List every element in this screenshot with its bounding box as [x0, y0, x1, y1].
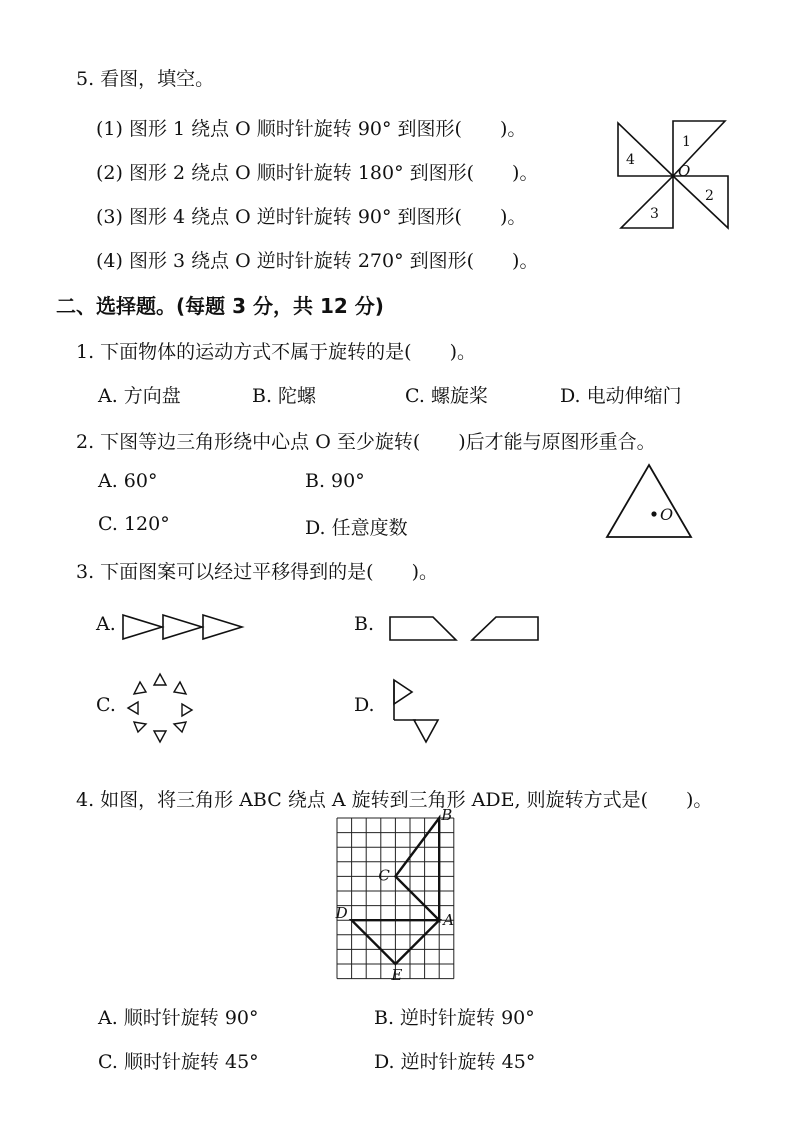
c3-option-d-figure	[388, 676, 442, 748]
c1-option-d: D. 电动伸缩门	[560, 385, 682, 407]
c3-option-c-figure	[120, 670, 200, 746]
center-point-label: O	[660, 505, 674, 524]
c1-option-b: B. 陀螺	[252, 385, 317, 407]
point-label-d: D	[335, 904, 348, 923]
pinwheel-triangle-3	[621, 176, 673, 228]
pinwheel-triangle-2	[673, 176, 728, 228]
c4-option-a: A. 顺时针旋转 90°	[98, 1007, 259, 1029]
c4-option-b: B. 逆时针旋转 90°	[374, 1007, 535, 1029]
pinwheel-label-4: 4	[626, 152, 635, 168]
c3-question: 3. 下面图案可以经过平移得到的是( )。	[76, 561, 438, 583]
section-heading: 二、选择题。(每题 3 分，共 12 分)	[56, 294, 384, 318]
c2-option-c: C. 120°	[98, 513, 170, 535]
c2-question: 2. 下图等边三角形绕中心点 O 至少旋转( )后才能与原图形重合。	[76, 431, 656, 453]
c2-option-a: A. 60°	[98, 470, 158, 492]
c4-option-d: D. 逆时针旋转 45°	[374, 1051, 536, 1073]
rotation-grid-figure	[334, 806, 464, 987]
c1-question: 1. 下面物体的运动方式不属于旋转的是( )。	[76, 341, 476, 363]
q5-title: 5. 看图，填空。	[76, 68, 215, 90]
c1-option-a: A. 方向盘	[98, 385, 181, 407]
c3-option-d-label: D.	[354, 694, 375, 716]
c3-option-c-label: C.	[96, 694, 116, 716]
equilateral-triangle-figure	[604, 462, 694, 542]
c3-option-b-label: B.	[354, 613, 375, 635]
pinwheel-center-label: O	[678, 162, 691, 180]
q5-item-2: (2) 图形 2 绕点 O 顺时针旋转 180° 到图形( )。	[96, 162, 539, 184]
pinwheel-label-3: 3	[650, 206, 659, 222]
point-label-e: E	[391, 966, 403, 984]
q5-item-3: (3) 图形 4 绕点 O 逆时针旋转 90° 到图形( )。	[96, 206, 527, 228]
pinwheel-triangle-4	[618, 123, 673, 176]
center-point	[651, 511, 656, 516]
triangle-abc	[395, 818, 439, 920]
c1-option-c: C. 螺旋桨	[405, 385, 488, 407]
pinwheel-label-1: 1	[682, 134, 691, 150]
q5-item-4: (4) 图形 3 绕点 O 逆时针旋转 270° 到图形( )。	[96, 250, 539, 272]
q5-item-1: (1) 图形 1 绕点 O 顺时针旋转 90° 到图形( )。	[96, 118, 527, 140]
c3-option-a-label: A.	[96, 613, 116, 635]
point-label-a: A	[443, 911, 455, 930]
c2-option-b: B. 90°	[305, 470, 365, 492]
c4-option-c: C. 顺时针旋转 45°	[98, 1051, 259, 1073]
pinwheel-figure	[610, 118, 740, 236]
c3-option-a-figure	[120, 612, 246, 644]
c3-option-b-figure	[386, 614, 542, 644]
c2-option-d: D. 任意度数	[305, 517, 408, 539]
pinwheel-label-2: 2	[705, 188, 714, 204]
c4-question: 4. 如图，将三角形 ABC 绕点 A 旋转到三角形 ADE, 则旋转方式是( )。	[76, 789, 713, 811]
point-label-b: B	[441, 806, 453, 824]
point-label-c: C	[378, 866, 390, 885]
